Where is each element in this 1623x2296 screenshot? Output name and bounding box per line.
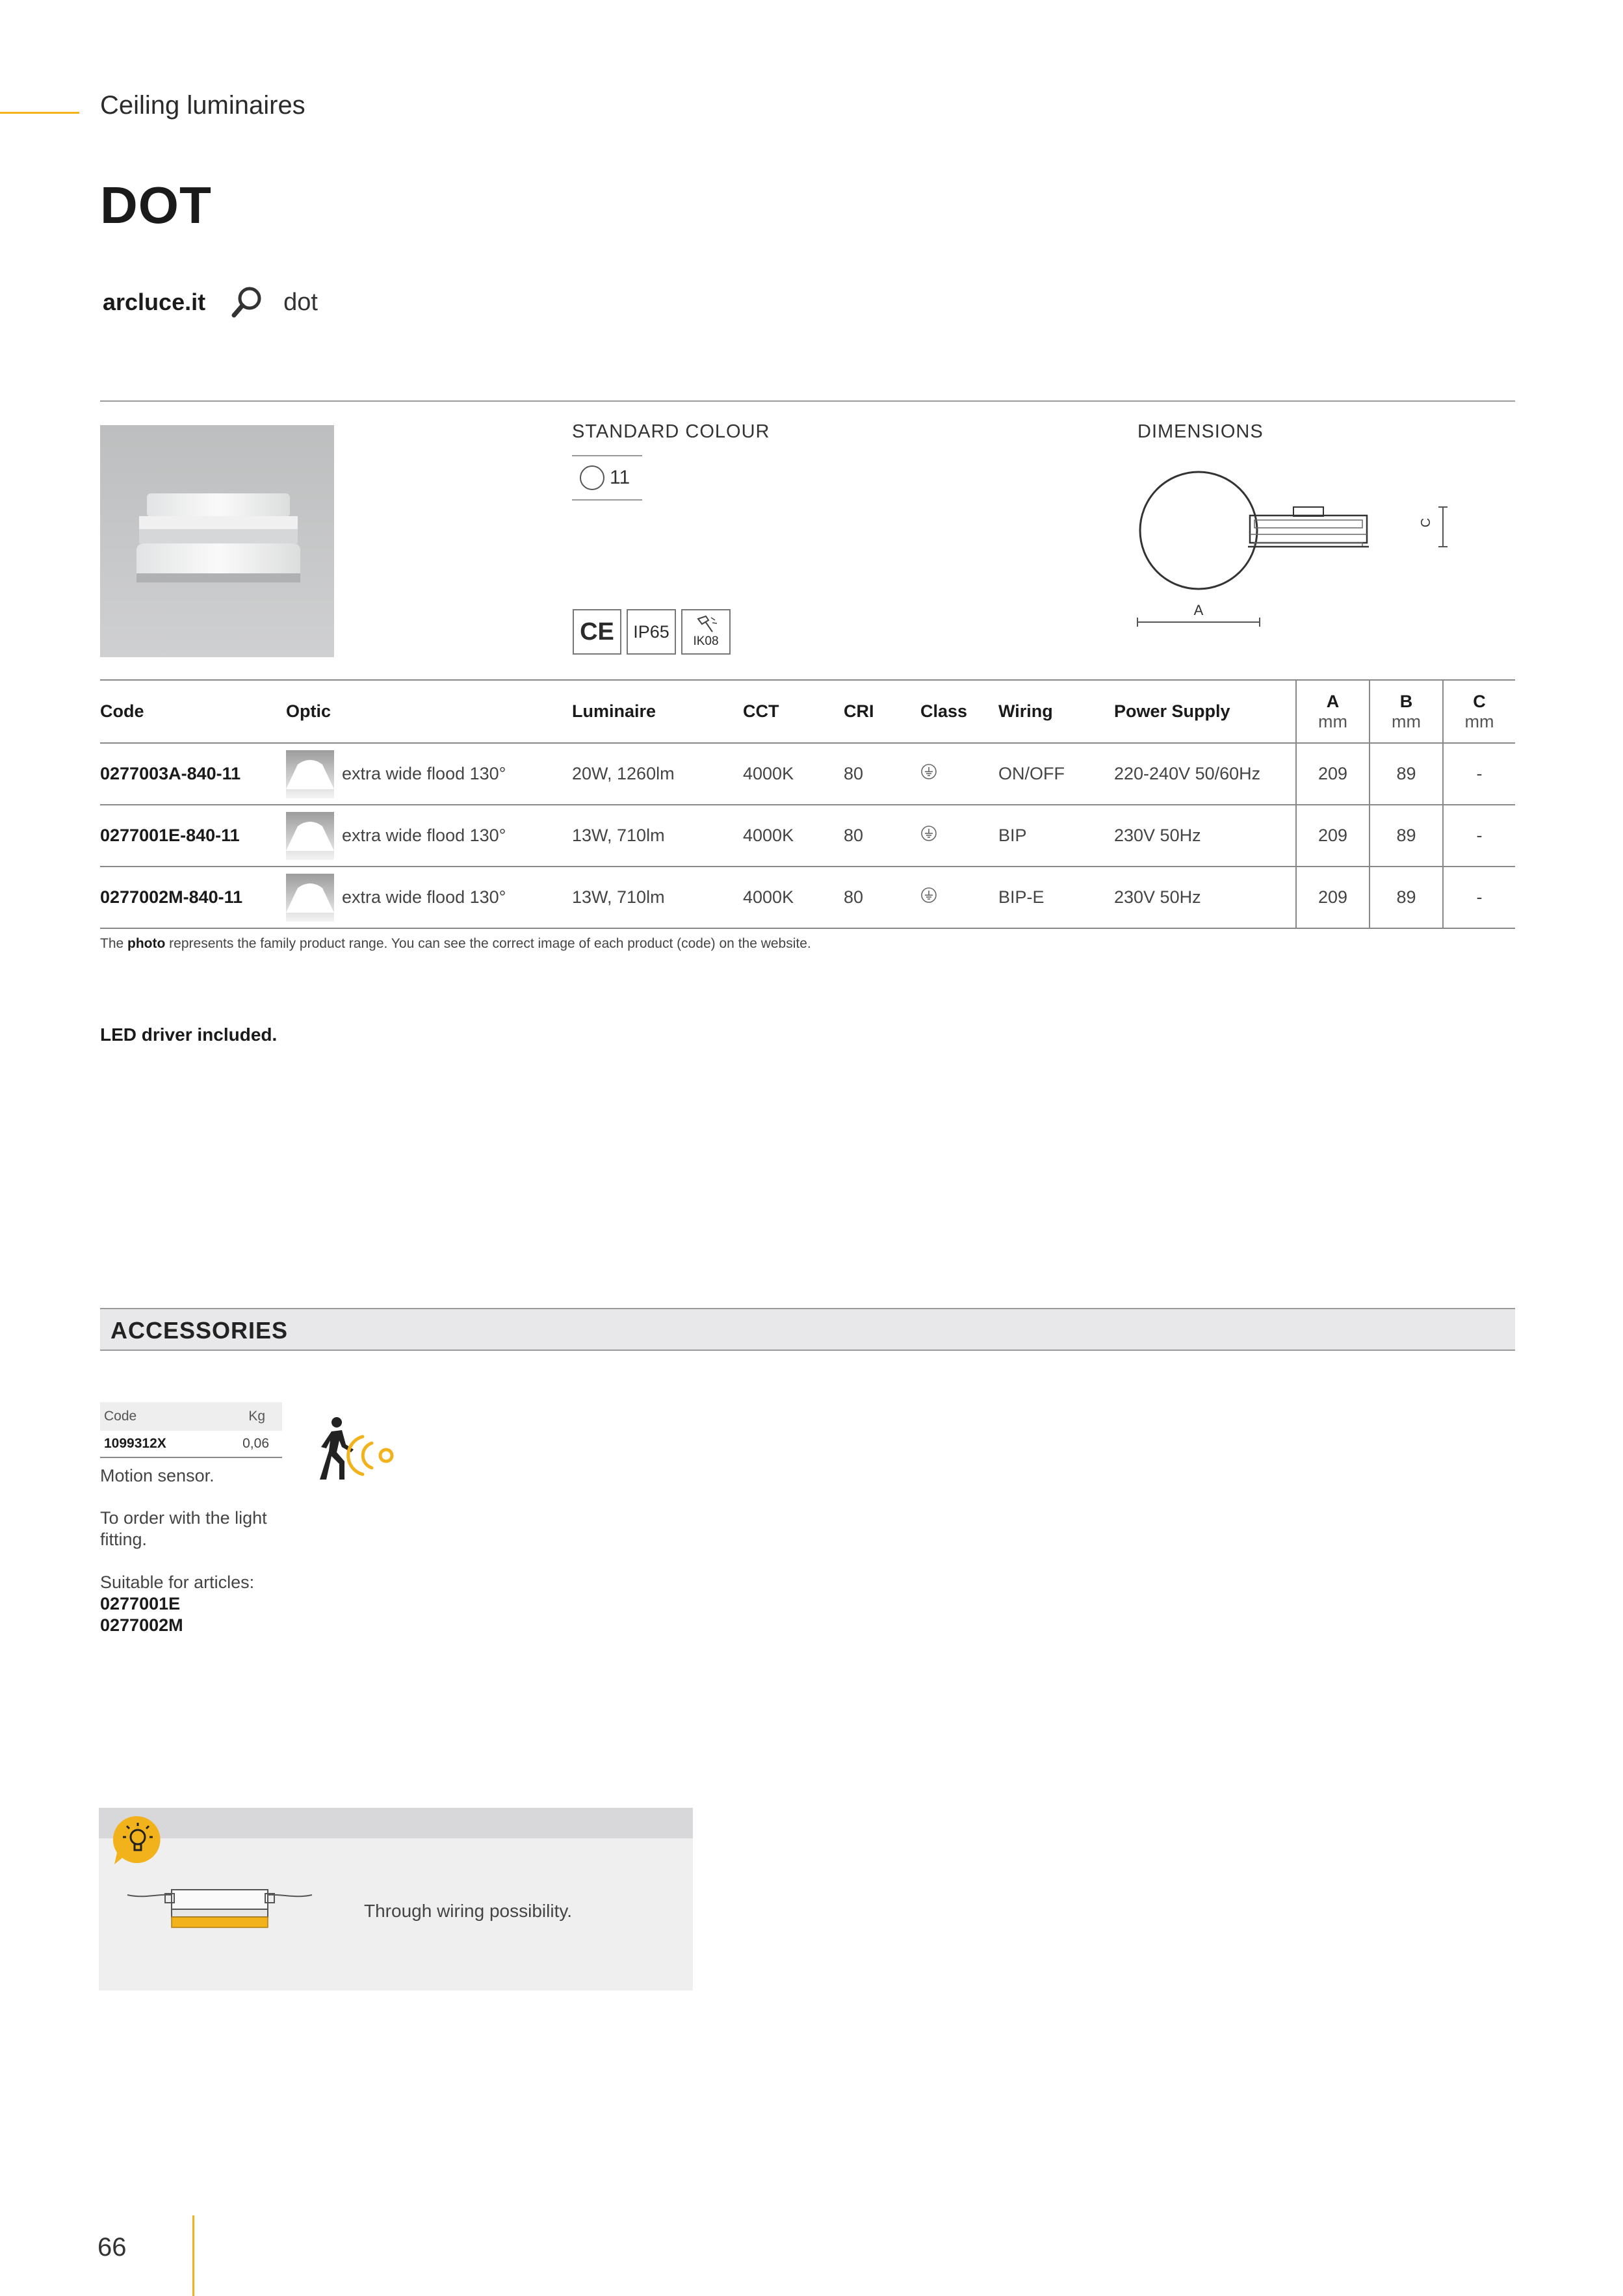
- driver-note: LED driver included.: [100, 1024, 278, 1045]
- row-wiring: ON/OFF: [998, 743, 1114, 805]
- optic-beam-icon: [286, 874, 334, 922]
- colour-code: 11: [610, 467, 630, 488]
- accessory-weight: 0,06: [242, 1436, 269, 1451]
- table-row: [100, 805, 1515, 867]
- row-luminaire: 13W, 710lm: [572, 867, 743, 928]
- row-power: 230V 50Hz: [1114, 805, 1296, 867]
- table-row: [100, 867, 1515, 928]
- col-c: C mm: [1443, 680, 1515, 743]
- optic-beam-icon: [286, 750, 334, 798]
- row-cct: 4000K: [743, 867, 844, 928]
- row-code: 0277002M-840-11: [100, 867, 286, 928]
- motion-sensor-icon: [309, 1415, 400, 1486]
- dimensions-label: DIMENSIONS: [1137, 421, 1264, 442]
- accessory-order-line1: To order with the light: [100, 1508, 267, 1528]
- row-cri: 80: [844, 867, 920, 928]
- spec-table: [100, 679, 1515, 929]
- col-cri: CRI: [844, 680, 920, 743]
- table-row: [100, 743, 1515, 805]
- divider: [100, 400, 1515, 402]
- row-dim-c: -: [1443, 743, 1515, 805]
- row-optic: [286, 867, 572, 928]
- dim-a-label: A: [1193, 602, 1204, 618]
- col-code: Code: [100, 680, 286, 743]
- accessories-title: ACCESSORIES: [110, 1317, 289, 1344]
- col-wiring: Wiring: [998, 680, 1114, 743]
- col-a: A mm: [1296, 680, 1370, 743]
- row-code: 0277001E-840-11: [100, 805, 286, 867]
- dim-c-label: C: [1419, 517, 1433, 528]
- ground-class-icon: [920, 763, 937, 780]
- row-dim-b: 89: [1370, 743, 1443, 805]
- product-photo: [100, 425, 334, 657]
- row-luminaire: 20W, 1260lm: [572, 743, 743, 805]
- row-cct: 4000K: [743, 805, 844, 867]
- ground-class-icon: [920, 825, 937, 842]
- col-luminaire: Luminaire: [572, 680, 743, 743]
- col-b: B mm: [1370, 680, 1443, 743]
- product-title: DOT: [100, 176, 212, 234]
- row-optic: [286, 743, 572, 805]
- colour-option: [572, 455, 642, 501]
- row-dim-b: 89: [1370, 805, 1443, 867]
- accessory-article: 0277002M: [100, 1615, 183, 1635]
- row-dim-c: -: [1443, 867, 1515, 928]
- row-dim-a: 209: [1296, 743, 1370, 805]
- row-class: [920, 805, 998, 867]
- through-wiring-diagram: [125, 1881, 315, 1933]
- row-code: 0277003A-840-11: [100, 743, 286, 805]
- ip-rating-badge: IP65: [627, 609, 676, 655]
- dimension-drawing: [1131, 462, 1456, 637]
- row-optic-label: extra wide flood 130°: [342, 764, 506, 783]
- header-accent-line: [0, 112, 79, 114]
- lightbulb-icon: [112, 1815, 164, 1867]
- row-power: 220-240V 50/60Hz: [1114, 743, 1296, 805]
- row-optic-label: extra wide flood 130°: [342, 826, 506, 845]
- accessory-article: 0277001E: [100, 1594, 181, 1613]
- colour-swatch: [580, 465, 604, 490]
- hammer-icon: [693, 615, 719, 634]
- col-class: Class: [920, 680, 998, 743]
- page-number: 66: [97, 2233, 127, 2262]
- ik-rating-badge: [681, 609, 731, 655]
- tip-text: Through wiring possibility.: [364, 1901, 573, 1921]
- accessory-suitable-label: Suitable for articles:: [100, 1572, 255, 1592]
- row-dim-b: 89: [1370, 867, 1443, 928]
- col-optic: Optic: [286, 680, 572, 743]
- row-cri: 80: [844, 743, 920, 805]
- col-cct: CCT: [743, 680, 844, 743]
- accessory-description: Motion sensor.: [100, 1466, 214, 1485]
- row-dim-a: 209: [1296, 805, 1370, 867]
- accessory-code: 1099312X: [104, 1436, 166, 1451]
- row-cct: 4000K: [743, 743, 844, 805]
- tip-box-header: [99, 1808, 693, 1838]
- row-class: [920, 867, 998, 928]
- row-power: 230V 50Hz: [1114, 867, 1296, 928]
- row-wiring: BIP-E: [998, 867, 1114, 928]
- optic-beam-icon: [286, 812, 334, 860]
- accessory-header: Code Kg: [100, 1402, 282, 1431]
- photo-note: The photo represents the family product range. You can see the correct image of each product (code) on the website.: [100, 936, 811, 951]
- accessory-order-line2: fitting.: [100, 1530, 148, 1549]
- standard-colour-label: STANDARD COLOUR: [572, 421, 770, 442]
- ik-rating-text: IK08: [693, 634, 719, 648]
- table-header: [100, 680, 1515, 743]
- accessory-table: [100, 1402, 282, 1458]
- row-cri: 80: [844, 805, 920, 867]
- row-wiring: BIP: [998, 805, 1114, 867]
- accessory-row: [100, 1431, 282, 1458]
- row-optic-label: extra wide flood 130°: [342, 887, 506, 907]
- section-title: Ceiling luminaires: [100, 91, 305, 120]
- col-power: Power Supply: [1114, 680, 1296, 743]
- ground-class-icon: [920, 887, 937, 904]
- search-icon: [229, 284, 265, 320]
- ce-mark-icon: CE: [573, 609, 621, 655]
- footer-accent-line: [192, 2215, 194, 2296]
- site-search-row: [103, 286, 318, 319]
- row-dim-c: -: [1443, 805, 1515, 867]
- site-link[interactable]: arcluce.it: [103, 289, 206, 315]
- row-luminaire: 13W, 710lm: [572, 805, 743, 867]
- row-class: [920, 743, 998, 805]
- accessories-bar: [100, 1308, 1515, 1351]
- search-term: dot: [283, 288, 318, 316]
- row-dim-a: 209: [1296, 867, 1370, 928]
- row-optic: [286, 805, 572, 867]
